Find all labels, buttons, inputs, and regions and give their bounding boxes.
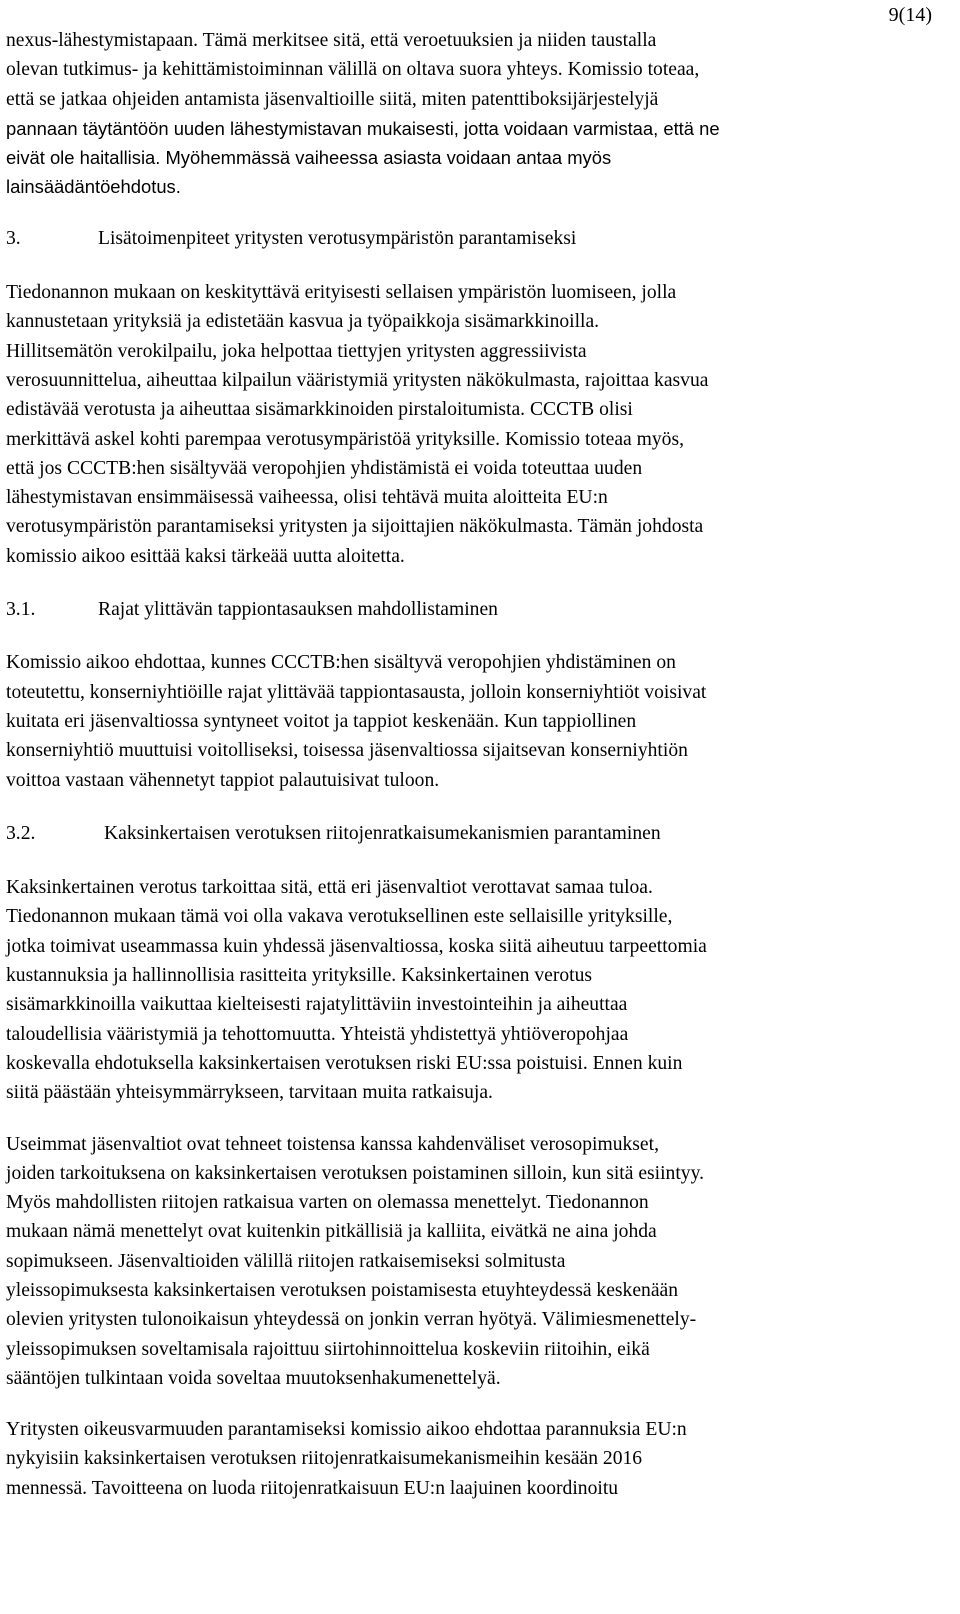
text-line: siitä päästään yhteisymmärrykseen, tarvitaan muita ratkaisuja. [6,1082,493,1104]
page-number: 9(14) [888,4,932,26]
text-line: verotusympäristön parantamiseksi yritysten ja sijoittajien näkökulmasta. Tämän johdosta [6,516,704,538]
section-heading [6,595,936,624]
section-number: 3. [6,227,21,249]
text-line: toteutettu, konserniyhtiöille rajat ylittävää tappiontasausta, jolloin konserniyhtiöt voisivat [6,681,707,703]
text-line: Tiedonannon mukaan on keskityttävä erityisesti sellaisen ympäristön luomiseen, jolla [6,282,677,304]
text-line: kuitata eri jäsenvaltiossa syntyneet voitot ja tappiot keskenään. Kun tappiollinen [6,710,637,732]
document-body [6,26,936,1503]
text-line: verosuunnittelua, aiheuttaa kilpailun vääristymiä yritysten näkökulmasta, rajoittaa kasvua [6,369,709,391]
text-line: voittoa vastaan vähennetyt tappiot palautuisivat tuloon. [6,769,440,791]
text-line: lainsäädäntöehdotus. [6,176,181,198]
text-line: eivät ole haitallisia. Myöhemmässä vaiheessa asiasta voidaan antaa myös [6,147,612,169]
text-line: Hillitsemätön verokilpailu, joka helpottaa tiettyjen yritysten aggressiivista [6,340,587,362]
section-heading [6,224,936,253]
intro-paragraph [6,26,936,202]
text-line: Useimmat jäsenvaltiot ovat tehneet toistensa kanssa kahdenväliset verosopimukset, [6,1133,659,1155]
text-line: nykyisiin kaksinkertaisen verotuksen riitojenratkaisumekanismeihin kesään 2016 [6,1448,643,1470]
section-title: Lisätoimenpiteet yritysten verotusympäristön parantamiseksi [98,227,577,249]
text-line: edistävää verotusta ja aiheuttaa sisämarkkinoiden pirstaloitumista. CCCTB olisi [6,399,633,421]
text-line: Kaksinkertainen verotus tarkoittaa sitä, että eri jäsenvaltiot verottavat samaa tuloa. [6,877,653,899]
section-paragraph [6,648,936,794]
text-line: koskevalla ehdotuksella kaksinkertaisen verotuksen riski EU:ssa poistuisi. Ennen kuin [6,1052,683,1074]
section-title: Rajat ylittävän tappiontasauksen mahdollistaminen [98,599,498,621]
section-title: Kaksinkertaisen verotuksen riitojenratkaisumekanismien parantaminen [104,822,661,844]
text-line: nexus-lähestymistapaan. Tämä merkitsee sitä, että veroetuuksien ja niiden taustalla [6,30,657,51]
section-paragraph [6,278,936,571]
text-line: kannustetaan yrityksiä ja edistetään kasvua ja työpaikkoja sisämarkkinoilla. [6,311,600,333]
section-paragraph [6,1415,936,1503]
text-line: Tiedonannon mukaan tämä voi olla vakava verotuksellinen este sellaisille yrityksille, [6,906,673,928]
text-line: kustannuksia ja hallinnollisia rasitteita yrityksille. Kaksinkertainen verotus [6,965,593,987]
text-line: olevien yritysten tulonoikaisun yhteydessä on jonkin verran hyötyä. Välimiesmenettely- [6,1309,697,1331]
text-line: Komissio aikoo ehdottaa, kunnes CCCTB:hen sisältyvä veropohjien yhdistäminen on [6,652,676,674]
text-line: taloudellisia vääristymiä ja tehottomuutta. Yhteistä yhdistettyä yhtiöveropohjaa [6,1023,629,1045]
section-paragraph [6,1130,936,1394]
section-paragraph [6,873,936,1107]
section-number: 3.1. [6,599,36,621]
text-line: Myös mahdollisten riitojen ratkaisua varten on olemassa menettelyt. Tiedonannon [6,1192,649,1214]
text-line: komissio aikoo esittää kaksi tärkeää uutta aloitetta. [6,545,405,567]
text-line: joiden tarkoituksena on kaksinkertaisen verotuksen poistaminen silloin, kun sitä esiintyy. [6,1162,704,1184]
text-line: yleissopimuksesta kaksinkertaisen verotuksen poistamisesta etuyhteydessä keskenään [6,1279,679,1301]
section-number: 3.2. [6,822,36,844]
text-line: mennessä. Tavoitteena on luoda riitojenratkaisuun EU:n laajuinen koordinoitu [6,1477,619,1499]
text-line: sääntöjen tulkintaan voida soveltaa muutoksenhakumenettelyä. [6,1367,501,1389]
text-line: Yritysten oikeusvarmuuden parantamiseksi komissio aikoo ehdottaa parannuksia EU:n [6,1419,687,1441]
text-line: että se jatkaa ohjeiden antamista jäsenvaltioille siitä, miten patenttiboksijärjestelyjä [6,88,659,110]
text-line: että jos CCCTB:hen sisältyvää veropohjien yhdistämistä ei voida toteuttaa uuden [6,457,643,479]
text-line: sisämarkkinoilla vaikuttaa kielteisesti rajatylittäviin investointeihin ja aiheuttaa [6,994,628,1016]
text-line: konserniyhtiö muuttuisi voitolliseksi, toisessa jäsenvaltiossa sijaitsevan konserniyhtiön [6,740,688,762]
text-line: yleissopimuksen soveltamisala rajoittuu siirtohinnoittelua koskeviin riitoihin, eikä [6,1338,650,1360]
text-line: olevan tutkimus- ja kehittämistoiminnan välillä on oltava suora yhteys. Komissio toteaa, [6,59,700,81]
text-line: pannaan täytäntöön uuden lähestymistavan mukaisesti, jotta voidaan varmistaa, että ne [6,117,720,139]
text-line: merkittävä askel kohti parempaa verotusympäristöä yrityksille. Komissio toteaa myös, [6,428,685,450]
section-heading [6,819,936,848]
text-line: jotka toimivat useammassa kuin yhdessä jäsenvaltiossa, koska siitä aiheutuu tarpeettomia [6,935,707,957]
text-line: mukaan nämä menettelyt ovat kuitenkin pitkällisiä ja kalliita, eivätkä ne aina johda [6,1221,657,1243]
text-line: lähestymistavan ensimmäisessä vaiheessa, olisi tehtävä muita aloitteita EU:n [6,487,608,509]
text-line: sopimukseen. Jäsenvaltioiden välillä riitojen ratkaisemiseksi solmitusta [6,1250,566,1272]
